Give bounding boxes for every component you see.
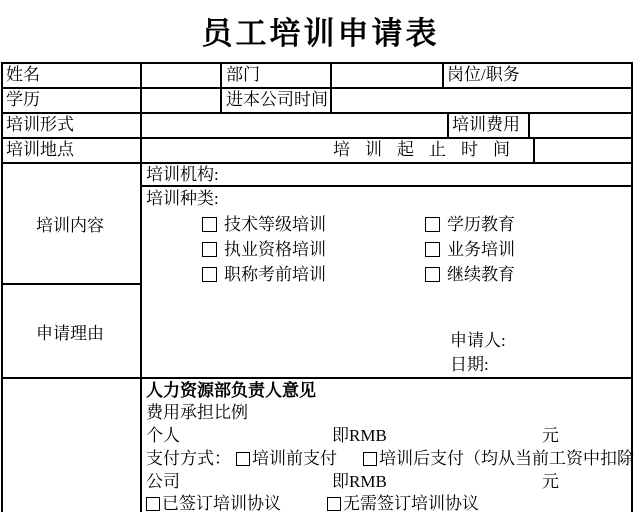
cost-ratio-label: 费用承担比例 — [146, 403, 248, 422]
applicant-label: 申请人: — [450, 331, 506, 350]
table-line-hr-top — [1, 377, 633, 379]
training-period-value-cell[interactable] — [535, 139, 631, 162]
checkbox-title-preexam-training[interactable] — [202, 267, 217, 282]
training-place-value-cell[interactable] — [142, 139, 332, 162]
hr-opinion-heading: 人力资源部负责人意见 — [146, 381, 316, 400]
position-label: 岗位/职务 — [447, 65, 520, 84]
document-title: 员工培训申请表 — [201, 16, 440, 51]
training-form-label: 培训形式 — [6, 115, 74, 134]
agreement-option-label: 已签订培训协议 — [162, 494, 281, 512]
training-content-label: 培训内容 — [36, 216, 104, 235]
training-place-label: 培训地点 — [6, 140, 74, 159]
join-time-value-cell[interactable] — [334, 89, 631, 112]
agreement-option-label: 无需签订培训协议 — [343, 494, 479, 512]
name-label: 姓名 — [6, 65, 40, 84]
training-type-label: 培训种类: — [146, 189, 219, 208]
payment-option-label: 培训前支付 — [252, 449, 337, 468]
apply-reason-label: 申请理由 — [36, 323, 104, 343]
checkbox-tech-level-training[interactable] — [202, 217, 217, 232]
yuan-label: 元 — [542, 426, 559, 445]
rmb-label: 即RMB — [332, 426, 387, 445]
checkbox-continuing-education[interactable] — [425, 267, 440, 282]
training-type-option-label: 业务培训 — [447, 240, 515, 259]
department-value-cell[interactable] — [332, 64, 442, 87]
join-time-label: 进本公司时间 — [226, 90, 328, 109]
table-line — [220, 62, 222, 114]
department-label: 部门 — [226, 65, 260, 84]
training-type-option-label: 学历教育 — [447, 215, 515, 234]
company-label: 公司 — [146, 472, 180, 491]
yuan-label: 元 — [542, 472, 559, 491]
table-line — [442, 62, 444, 89]
date-label: 日期: — [450, 355, 489, 374]
checkbox-pay-before-training[interactable] — [236, 452, 250, 466]
personal-label: 个人 — [146, 426, 180, 445]
rmb-label: 即RMB — [332, 472, 387, 491]
training-type-option-label: 执业资格培训 — [224, 240, 326, 259]
education-label: 学历 — [6, 90, 40, 109]
training-form-value-cell[interactable] — [142, 114, 447, 137]
checkbox-agreement-not-needed[interactable] — [327, 497, 341, 511]
checkbox-business-training[interactable] — [425, 242, 440, 257]
training-type-option-label: 职称考前培训 — [224, 265, 326, 284]
checkbox-pay-after-training[interactable] — [363, 452, 377, 466]
table-line-top — [1, 62, 633, 64]
table-border-right — [631, 62, 633, 512]
payment-option-label: 培训后支付（均从当前工资中扣除 — [379, 449, 634, 468]
training-period-label: 培训起止时间 — [333, 140, 525, 159]
apply-reason-value-area[interactable] — [142, 285, 442, 375]
training-fee-label: 培训费用 — [452, 115, 520, 134]
training-org-label: 培训机构: — [146, 165, 219, 184]
checkbox-academic-education[interactable] — [425, 217, 440, 232]
checkbox-professional-qualification-training[interactable] — [202, 242, 217, 257]
table-line — [447, 112, 449, 139]
checkbox-agreement-signed[interactable] — [146, 497, 160, 511]
training-type-option-label: 继续教育 — [447, 265, 515, 284]
training-fee-value-cell[interactable] — [530, 114, 631, 137]
training-org-value-cell[interactable] — [240, 164, 630, 185]
education-value-cell[interactable] — [142, 89, 220, 112]
payment-method-label: 支付方式： — [146, 449, 231, 468]
name-value-cell[interactable] — [142, 64, 220, 87]
training-type-option-label: 技术等级培训 — [224, 215, 326, 234]
